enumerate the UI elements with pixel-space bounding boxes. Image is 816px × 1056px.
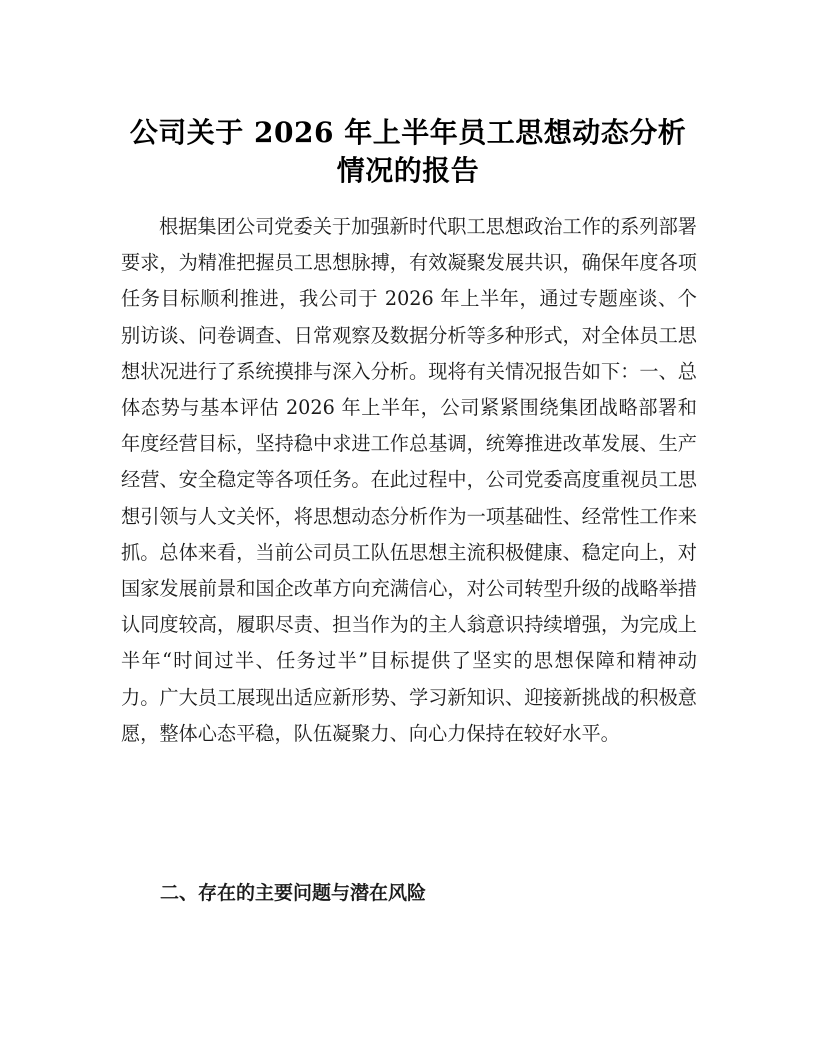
document-title: 公司关于 2026 年上半年员工思想动态分析情况的报告 <box>129 116 687 187</box>
body-paragraph: 根据集团公司党委关于加强新时代职工思想政治工作的系列部署要求，为精准把握员工思想脉搏，有效凝聚发展共识，确保年度各项任务目标顺利推进，我公司于 2026 年上半年，通过专题座谈、个别访谈、问卷调查、日常观察及数据分析等多种形式，对全体员工思想状况进行了系统摸排与深入分析。现将有关情况报告如下：一、总体态势与基本评估 2026 年上半年，公司紧紧围绕集团战略部署和年度经营目标，坚持稳中求进工作总基调，统筹推进改革发展、生产经营、安全稳定等各项任务。在此过程中，公司党委高度重视员工思想引领与人文关怀，将思想动态分析作为一项基础性、经常性工作来抓。总体来看，当前公司员工队伍思想主流积极健康、稳定向上，对国家发展前景和国企改革方向充满信心，对公司转型升级的战略举措认同度较高，履职尽责、担当作为的主人翁意识持续增强，为完成上半年“时间过半、任务过半”目标提供了坚实的思想保障和精神动力。广大员工展现出适应新形势、学习新知识、迎接新挑战的积极意愿，整体心态平稳，队伍凝聚力、向心力保持在较好水平。 <box>121 215 697 745</box>
section-heading: 二、存在的主要问题与潜在风险 <box>160 882 427 904</box>
